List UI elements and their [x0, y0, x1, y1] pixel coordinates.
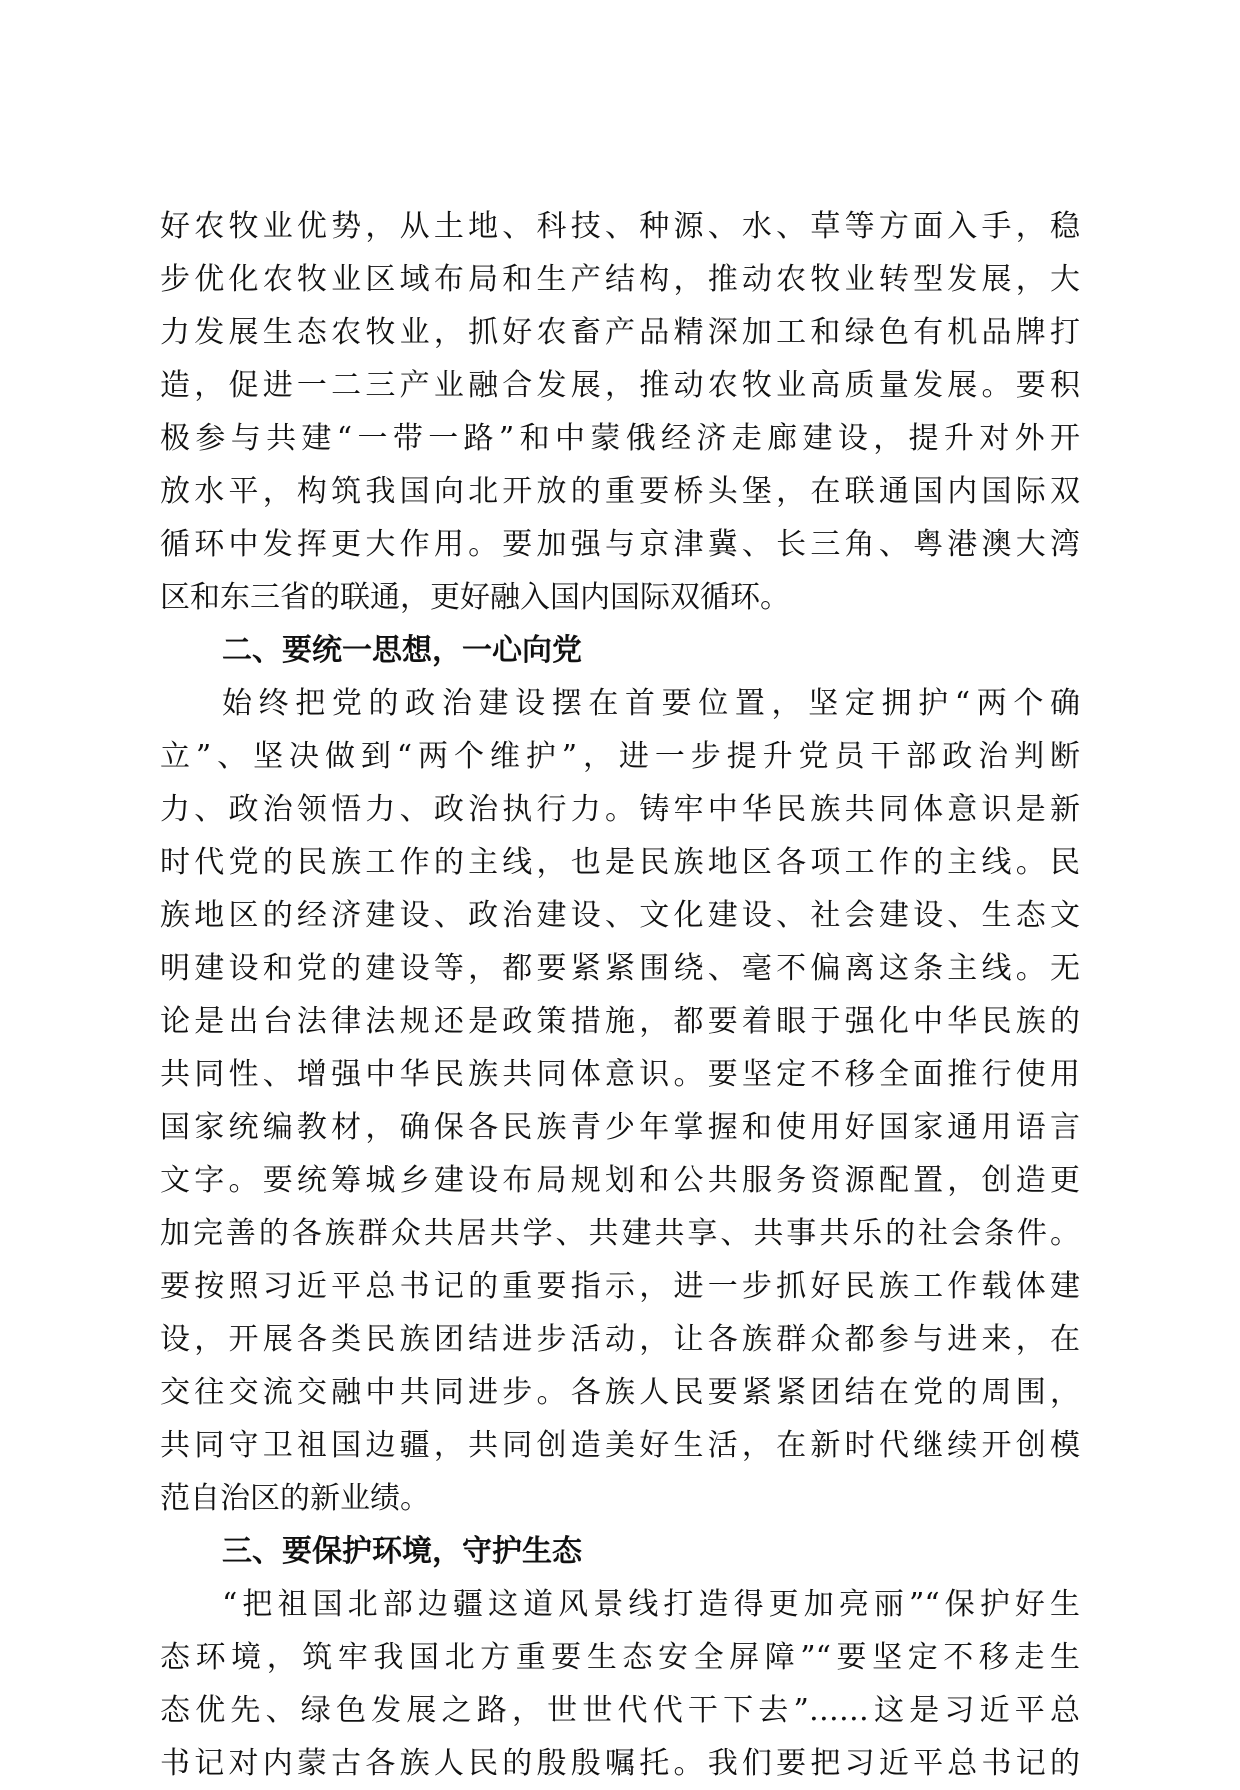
text-line: 造，促进一二三产业融合发展，推动农牧业高质量发展。要积 [160, 368, 1080, 403]
text-line: 族地区的经济建设、政治建设、文化建设、社会建设、生态文 [160, 898, 1080, 933]
text-line: 交往交流交融中共同进步。各族人民要紧紧团结在党的周围， [160, 1375, 1080, 1410]
text-line: 时代党的民族工作的主线，也是民族地区各项工作的主线。民 [160, 845, 1080, 880]
section-heading-3: 三、要保护环境，守护生态 [222, 1534, 582, 1569]
text-line: 明建设和党的建设等，都要紧紧围绕、毫不偏离这条主线。无 [160, 951, 1080, 986]
text-line: 步优化农牧业区域布局和生产结构，推动农牧业转型发展，大 [160, 262, 1080, 297]
text-line: 国家统编教材，确保各民族青少年掌握和使用好国家通用语言 [160, 1110, 1080, 1145]
text-line: 始终把党的政治建设摆在首要位置，坚定拥护“两个确 [222, 686, 1080, 721]
text-line: 立”、坚决做到“两个维护”，进一步提升党员干部政治判断 [160, 739, 1080, 774]
section-heading-2: 二、要统一思想，一心向党 [222, 633, 582, 668]
text-line: 力、政治领悟力、政治执行力。铸牢中华民族共同体意识是新 [160, 792, 1080, 827]
text-line: 放水平，构筑我国向北开放的重要桥头堡，在联通国内国际双 [160, 474, 1080, 509]
text-line: 文字。要统筹城乡建设布局规划和公共服务资源配置，创造更 [160, 1163, 1080, 1198]
text-line: 态环境，筑牢我国北方重要生态安全屏障”“要坚定不移走生 [160, 1640, 1080, 1675]
text-line: 区和东三省的联通，更好融入国内国际双循环。 [160, 580, 790, 615]
text-line: 共同守卫祖国边疆，共同创造美好生活，在新时代继续开创模 [160, 1428, 1080, 1463]
text-line: 书记对内蒙古各族人民的殷殷嘱托。我们要把习近平总书记的 [160, 1746, 1080, 1781]
text-line: 要按照习近平总书记的重要指示，进一步抓好民族工作载体建 [160, 1269, 1080, 1304]
text-line: 力发展生态农牧业，抓好农畜产品精深加工和绿色有机品牌打 [160, 315, 1080, 350]
text-line: 设，开展各类民族团结进步活动，让各族群众都参与进来，在 [160, 1322, 1080, 1357]
text-line: 范自治区的新业绩。 [160, 1481, 430, 1516]
text-line: 态优先、绿色发展之路，世世代代干下去”……这是习近平总 [160, 1693, 1080, 1728]
text-line: 好农牧业优势，从土地、科技、种源、水、草等方面入手，稳 [160, 209, 1080, 244]
text-line: 循环中发挥更大作用。要加强与京津冀、长三角、粤港澳大湾 [160, 527, 1080, 562]
text-line: 极参与共建“一带一路”和中蒙俄经济走廊建设，提升对外开 [160, 421, 1080, 456]
text-line: 论是出台法律法规还是政策措施，都要着眼于强化中华民族的 [160, 1004, 1080, 1039]
document-page [160, 200, 1080, 1790]
paragraph-unity [160, 677, 1080, 1525]
text-line: 加完善的各族群众共居共学、共建共享、共事共乐的社会条件。 [160, 1216, 1080, 1251]
text-line: “把祖国北部边疆这道风景线打造得更加亮丽”“保护好生 [222, 1587, 1080, 1622]
paragraph-agriculture [160, 200, 1080, 624]
text-line: 共同性、增强中华民族共同体意识。要坚定不移全面推行使用 [160, 1057, 1080, 1092]
paragraph-environment [160, 1578, 1080, 1790]
